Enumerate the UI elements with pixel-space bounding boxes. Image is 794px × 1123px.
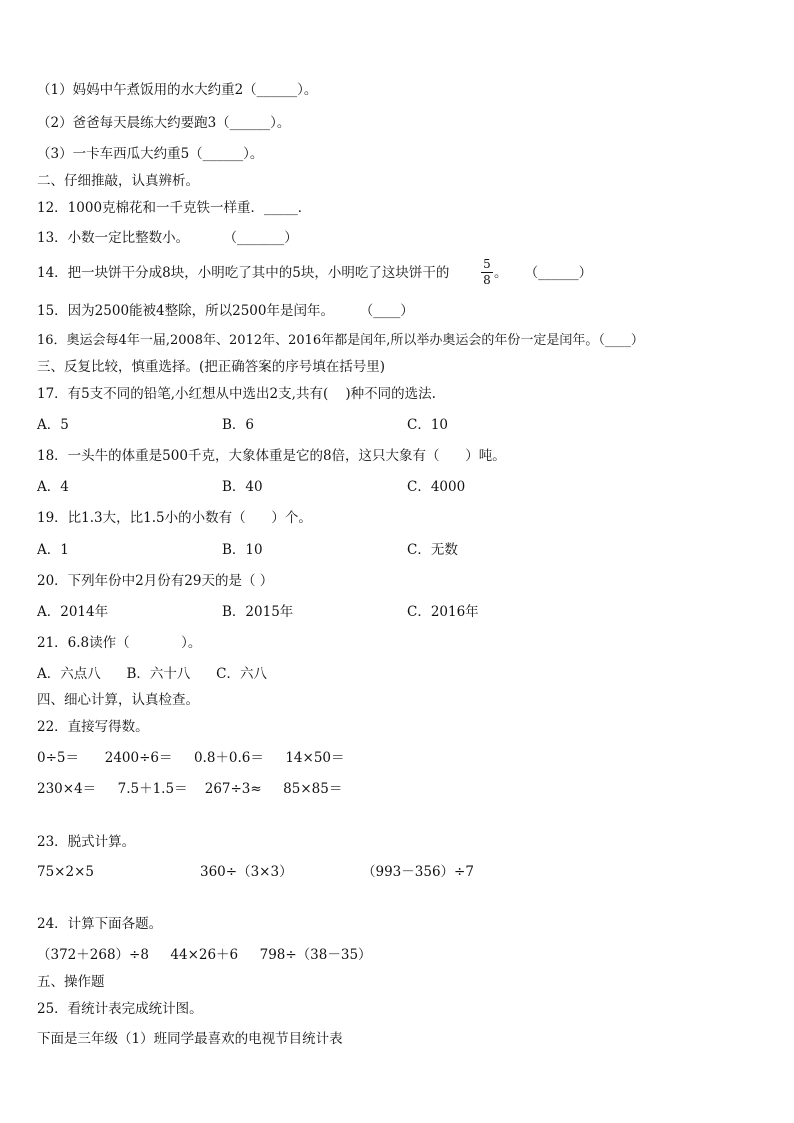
- q19-option-a: A．1: [37, 542, 69, 558]
- q11-item-1: （1）妈妈中午煮饭用的水大约重2（______）。: [37, 82, 318, 98]
- q22-row-2: 230×4＝ 7.5＋1.5＝ 267÷3≈ 85×85＝: [37, 781, 343, 797]
- question-15: 15．因为2500能被4整除，所以2500年是闰年。 （____）: [37, 303, 414, 319]
- q21-options: A．六点八 B．六十八 C．六八: [37, 666, 267, 682]
- question-14-blank: 。 （______）: [494, 265, 593, 281]
- q24-row: （372＋268）÷8 44×26＋6 798÷（38－35）: [37, 947, 372, 963]
- question-18: 18．一头牛的体重是500千克，大象体重是它的8倍，这只大象有（ ）吨。: [37, 448, 506, 464]
- q20-option-a: A．2014年: [37, 604, 109, 620]
- q23-item-3: （993－356）÷7: [362, 864, 474, 880]
- q23-item-1: 75×2×5: [37, 864, 94, 880]
- q11-item-3: （3）一卡车西瓜大约重5（______）。: [37, 146, 264, 162]
- q18-option-a: A．4: [37, 479, 69, 495]
- q19-option-b: B．10: [222, 542, 263, 558]
- question-16: 16．奥运会每4年一届,2008年、2012年、2016年都是闰年,所以举办奥运会的年份一定是闰年。（____）: [37, 333, 644, 348]
- q19-option-c: C．无数: [407, 542, 458, 558]
- q22-row-1: 0÷5＝ 2400÷6＝ 0.8＋0.6＝ 14×50＝: [37, 750, 345, 766]
- section-heading-4: 四、细心计算，认真检查。: [37, 692, 199, 708]
- section-heading-5: 五、操作题: [37, 974, 105, 990]
- q18-option-c: C．4000: [407, 479, 466, 495]
- question-25: 25．看统计表完成统计图。: [37, 1001, 203, 1017]
- q17-option-b: B．6: [222, 417, 255, 433]
- question-24: 24．计算下面各题。: [37, 916, 163, 932]
- section-heading-3: 三、反复比较，慎重选择。(把正确答案的序号填在括号里): [37, 359, 386, 375]
- q20-option-b: B．2015年: [222, 604, 294, 620]
- question-23: 23．脱式计算。: [37, 834, 136, 850]
- fraction-numerator: 5: [483, 257, 491, 271]
- fraction-five-eighths: [481, 258, 493, 287]
- q23-item-2: 360÷（3×3）: [200, 864, 293, 880]
- question-19: 19．比1.3大，比1.5小的小数有（ ）个。: [37, 510, 312, 526]
- question-13: 13．小数一定比整数小。 （_______）: [37, 230, 298, 246]
- table-caption: 下面是三年级（1）班同学最喜欢的电视节目统计表: [37, 1031, 343, 1047]
- question-20: 20．下列年份中2月份有29天的是（ ）: [37, 573, 274, 589]
- section-heading-2: 二、仔细推敲，认真辨析。: [37, 173, 199, 189]
- q18-option-b: B．40: [222, 479, 263, 495]
- question-21: 21．6.8读作（ ）。: [37, 635, 202, 651]
- q11-item-2: （2）爸爸每天晨练大约要跑3（______）。: [37, 115, 291, 131]
- question-17: 17．有5支不同的铅笔,小红想从中选出2支,共有( )种不同的选法.: [37, 386, 436, 402]
- fraction-denominator: 8: [483, 273, 491, 287]
- q17-option-a: A．5: [37, 417, 69, 433]
- q20-option-c: C．2016年: [407, 604, 479, 620]
- question-14: 14．把一块饼干分成8块，小明吃了其中的5块，小明吃了这块饼干的: [37, 265, 450, 281]
- question-12: 12．1000克棉花和一千克铁一样重．_____．: [37, 200, 312, 216]
- question-22: 22．直接写得数。: [37, 719, 149, 735]
- q17-option-c: C．10: [407, 417, 449, 433]
